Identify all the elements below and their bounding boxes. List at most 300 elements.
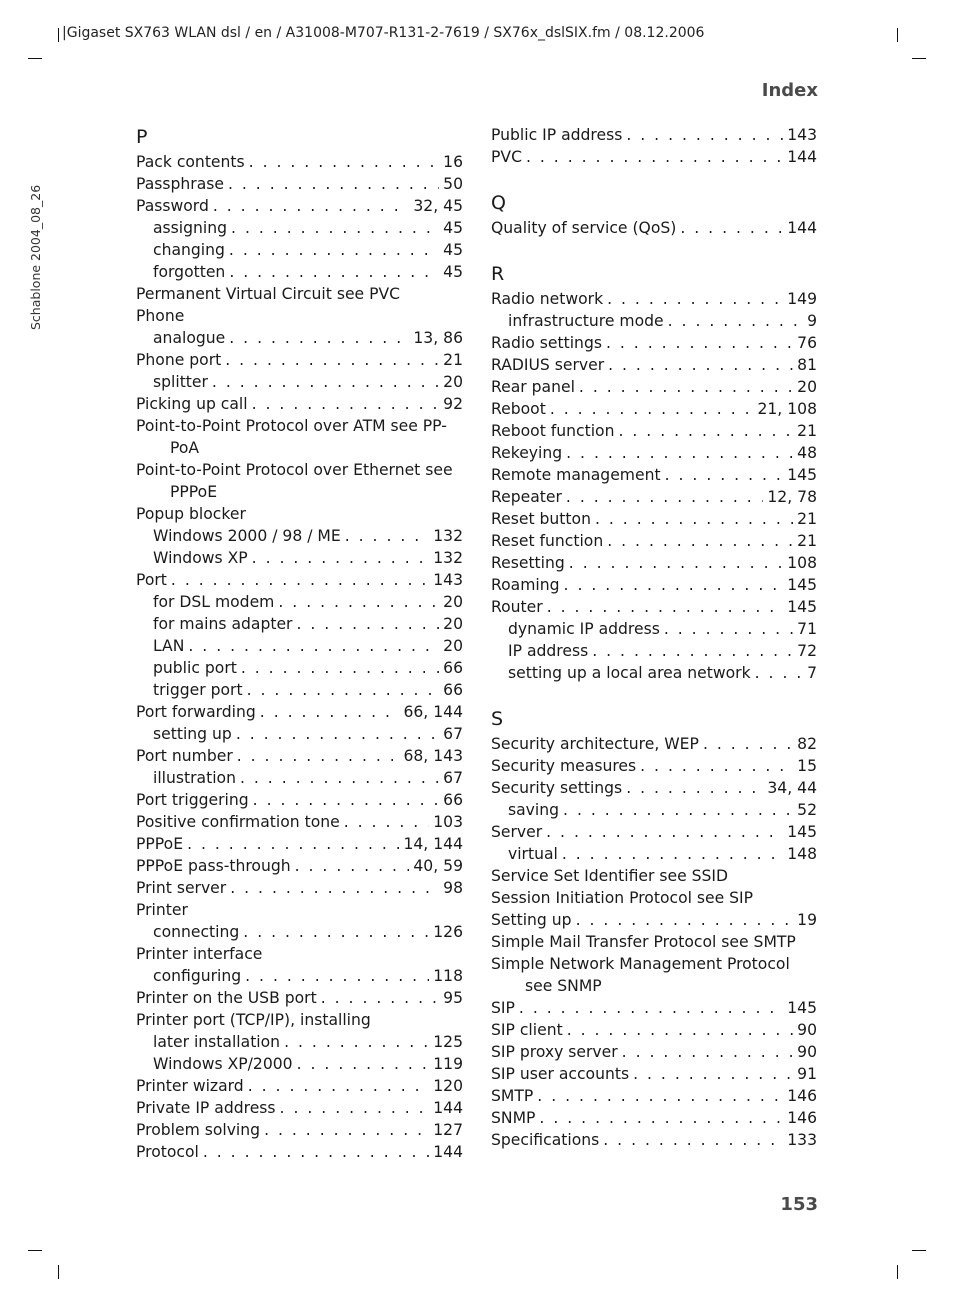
index-term: Public IP address bbox=[491, 126, 623, 144]
index-subentry bbox=[491, 843, 817, 865]
index-entry bbox=[491, 464, 817, 486]
index-entry bbox=[491, 217, 817, 239]
index-entry bbox=[491, 146, 817, 168]
page-reference: 9 bbox=[807, 312, 817, 330]
dot-leader bbox=[260, 701, 400, 723]
index-term: Remote management bbox=[491, 466, 661, 484]
dot-leader bbox=[253, 789, 440, 811]
index-term: Problem solving bbox=[136, 1121, 261, 1139]
dot-leader bbox=[245, 965, 429, 987]
page-reference: 148 bbox=[787, 845, 817, 863]
index-entry bbox=[136, 855, 463, 877]
index-entry bbox=[491, 574, 817, 596]
document-header: |Gigaset SX763 WLAN dsl / en / A31008-M707-R131-2-7619 / SX76x_dslSIX.fm / 08.12.2006 bbox=[62, 25, 705, 41]
dot-leader bbox=[297, 1053, 430, 1075]
index-term: Security measures bbox=[491, 757, 637, 775]
index-term: Radio network bbox=[491, 290, 604, 308]
index-entry-reference: Point-to-Point Protocol over ATM see PP- bbox=[136, 417, 447, 435]
index-subentry bbox=[491, 662, 817, 684]
section-spacer bbox=[491, 168, 817, 190]
index-entry-reference: Session Initiation Protocol see SIP bbox=[491, 889, 754, 907]
index-term: Repeater bbox=[491, 488, 562, 506]
dot-leader bbox=[562, 843, 783, 865]
dot-leader bbox=[640, 755, 793, 777]
index-term: Printer wizard bbox=[136, 1077, 244, 1095]
index-term: public port bbox=[153, 659, 237, 677]
index-subentry bbox=[136, 327, 463, 349]
crop-mark bbox=[897, 28, 898, 42]
page-reference: 13, 86 bbox=[413, 329, 463, 347]
index-term: IP address bbox=[508, 642, 589, 660]
dot-leader bbox=[230, 877, 439, 899]
dot-leader bbox=[203, 1141, 429, 1163]
crop-mark bbox=[58, 28, 59, 42]
dot-leader bbox=[633, 1063, 793, 1085]
index-entry bbox=[136, 151, 463, 173]
crop-mark bbox=[912, 58, 926, 59]
index-entry bbox=[491, 376, 817, 398]
index-entry-reference: Printer port (TCP/IP), installing bbox=[136, 1011, 371, 1029]
index-subentry bbox=[136, 591, 463, 613]
page-reference: 90 bbox=[797, 1021, 817, 1039]
page-reference: 126 bbox=[433, 923, 463, 941]
index-entry-reference: Simple Mail Transfer Protocol see SMTP bbox=[491, 933, 796, 951]
index-term: Printer on the USB port bbox=[136, 989, 317, 1007]
page-reference: 144 bbox=[787, 219, 817, 237]
index-term: Private IP address bbox=[136, 1099, 276, 1117]
index-subentry bbox=[136, 239, 463, 261]
index-entry-continuation: PPPoE bbox=[170, 483, 218, 501]
page-reference: 144 bbox=[433, 1143, 463, 1161]
dot-leader bbox=[606, 332, 793, 354]
crop-mark bbox=[897, 1265, 898, 1279]
index-entry-reference: Printer interface bbox=[136, 945, 263, 963]
dot-leader bbox=[252, 393, 440, 415]
index-term: LAN bbox=[153, 637, 185, 655]
index-entry bbox=[136, 1141, 463, 1163]
index-term: setting up bbox=[153, 725, 232, 743]
page-reference: 16 bbox=[443, 153, 463, 171]
dot-leader bbox=[252, 547, 430, 569]
dot-leader bbox=[563, 799, 793, 821]
index-entry bbox=[491, 508, 817, 530]
page-reference: 20 bbox=[443, 373, 463, 391]
index-term: Reset function bbox=[491, 532, 604, 550]
dot-leader bbox=[546, 821, 783, 843]
index-entry-reference: Phone bbox=[136, 307, 185, 325]
dot-leader bbox=[569, 552, 783, 574]
index-term: Specifications bbox=[491, 1131, 600, 1149]
index-term: setting up a local area network bbox=[508, 664, 751, 682]
index-term: Port forwarding bbox=[136, 703, 256, 721]
dot-leader bbox=[608, 354, 793, 376]
index-subentry bbox=[136, 965, 463, 987]
page-reference: 20 bbox=[443, 637, 463, 655]
dot-leader bbox=[595, 508, 793, 530]
page-reference: 149 bbox=[787, 290, 817, 308]
dot-leader bbox=[171, 569, 429, 591]
page-reference: 118 bbox=[433, 967, 463, 985]
dot-leader bbox=[519, 997, 783, 1019]
index-subentry bbox=[136, 767, 463, 789]
index-letter-s: S bbox=[491, 708, 504, 730]
index-entry bbox=[491, 486, 817, 508]
index-term: PPPoE pass-through bbox=[136, 857, 291, 875]
dot-leader bbox=[321, 987, 439, 1009]
dot-leader bbox=[229, 327, 409, 349]
page-reference: 67 bbox=[443, 725, 463, 743]
index-term: infrastructure mode bbox=[508, 312, 664, 330]
index-term: Security architecture, WEP bbox=[491, 735, 699, 753]
index-entry bbox=[491, 332, 817, 354]
page-reference: 82 bbox=[797, 735, 817, 753]
index-subentry bbox=[491, 618, 817, 640]
index-term: Protocol bbox=[136, 1143, 199, 1161]
page-reference: 21, 108 bbox=[757, 400, 817, 418]
page-reference: 127 bbox=[433, 1121, 463, 1139]
index-term: Security settings bbox=[491, 779, 623, 797]
index-term: Resetting bbox=[491, 554, 565, 572]
page-reference: 143 bbox=[433, 571, 463, 589]
index-entry bbox=[491, 442, 817, 464]
index-column-right bbox=[491, 124, 817, 1151]
index-entry bbox=[136, 811, 463, 833]
page-reference: 21 bbox=[797, 422, 817, 440]
dot-leader bbox=[229, 239, 439, 261]
page-reference: 52 bbox=[797, 801, 817, 819]
page-reference: 66, 144 bbox=[403, 703, 463, 721]
dot-leader bbox=[550, 398, 754, 420]
page-number: 153 bbox=[780, 1194, 818, 1215]
index-term: changing bbox=[153, 241, 225, 259]
index-term: Server bbox=[491, 823, 543, 841]
index-entry bbox=[491, 596, 817, 618]
page-reference: 12, 78 bbox=[767, 488, 817, 506]
index-subentry bbox=[136, 657, 463, 679]
index-term: splitter bbox=[153, 373, 208, 391]
page-reference: 66 bbox=[443, 681, 463, 699]
index-term: Password bbox=[136, 197, 209, 215]
index-term: Windows 2000 / 98 / ME bbox=[153, 527, 341, 545]
index-subentry bbox=[491, 310, 817, 332]
page-reference: 146 bbox=[787, 1087, 817, 1105]
index-entry-continuation: see SNMP bbox=[525, 977, 602, 995]
dot-leader bbox=[576, 909, 794, 931]
index-entry bbox=[491, 1107, 817, 1129]
dot-leader bbox=[668, 310, 803, 332]
page-reference: 40, 59 bbox=[413, 857, 463, 875]
dot-leader bbox=[618, 420, 793, 442]
dot-leader bbox=[579, 376, 793, 398]
index-entry bbox=[491, 909, 817, 931]
index-term: Picking up call bbox=[136, 395, 248, 413]
dot-leader bbox=[284, 1031, 429, 1053]
page-reference: 145 bbox=[787, 823, 817, 841]
page-reference: 103 bbox=[433, 813, 463, 831]
index-entry-reference: Permanent Virtual Circuit see PVC bbox=[136, 285, 401, 303]
index-term: SIP user accounts bbox=[491, 1065, 630, 1083]
index-term: PPPoE bbox=[136, 835, 184, 853]
index-term: connecting bbox=[153, 923, 240, 941]
index-term: Rekeying bbox=[491, 444, 563, 462]
page-reference: 68, 143 bbox=[403, 747, 463, 765]
index-subentry bbox=[136, 921, 463, 943]
dot-leader bbox=[603, 1129, 783, 1151]
page-reference: 108 bbox=[787, 554, 817, 572]
index-term: saving bbox=[508, 801, 560, 819]
dot-leader bbox=[264, 1119, 429, 1141]
dot-leader bbox=[537, 1085, 783, 1107]
page-reference: 20 bbox=[443, 593, 463, 611]
index-subentry bbox=[491, 640, 817, 662]
section-spacer bbox=[491, 239, 817, 261]
index-entry bbox=[136, 569, 463, 591]
dot-leader bbox=[626, 124, 783, 146]
dot-leader bbox=[680, 217, 783, 239]
page-reference: 21 bbox=[797, 510, 817, 528]
index-entry bbox=[136, 173, 463, 195]
page-reference: 20 bbox=[443, 615, 463, 633]
index-term: SNMP bbox=[491, 1109, 536, 1127]
dot-leader bbox=[231, 217, 439, 239]
page-reference: 145 bbox=[787, 999, 817, 1017]
index-entry-reference: Printer bbox=[136, 901, 188, 919]
dot-leader bbox=[564, 574, 784, 596]
index-entry bbox=[136, 789, 463, 811]
page-reference: 32, 45 bbox=[413, 197, 463, 215]
dot-leader bbox=[526, 146, 783, 168]
dot-leader bbox=[237, 745, 400, 767]
index-entry bbox=[491, 755, 817, 777]
dot-leader bbox=[664, 618, 793, 640]
index-entry bbox=[491, 1041, 817, 1063]
index-term: SIP proxy server bbox=[491, 1043, 618, 1061]
index-entry bbox=[136, 195, 463, 217]
index-term: dynamic IP address bbox=[508, 620, 660, 638]
index-term: PVC bbox=[491, 148, 522, 166]
dot-leader bbox=[539, 1107, 783, 1129]
index-term: Roaming bbox=[491, 576, 560, 594]
page-reference: 132 bbox=[433, 549, 463, 567]
index-entry bbox=[136, 1075, 463, 1097]
page-reference: 66 bbox=[443, 791, 463, 809]
page-reference: 145 bbox=[787, 466, 817, 484]
page-reference: 133 bbox=[787, 1131, 817, 1149]
index-subentry bbox=[136, 261, 463, 283]
page-reference: 21 bbox=[443, 351, 463, 369]
index-entry bbox=[136, 1119, 463, 1141]
index-entry bbox=[136, 833, 463, 855]
index-subentry bbox=[136, 547, 463, 569]
index-term: Reboot bbox=[491, 400, 546, 418]
index-entry bbox=[136, 877, 463, 899]
page-reference: 145 bbox=[787, 598, 817, 616]
dot-leader bbox=[547, 596, 784, 618]
page-reference: 21 bbox=[797, 532, 817, 550]
index-term: Reset button bbox=[491, 510, 591, 528]
dot-leader bbox=[188, 635, 439, 657]
dot-leader bbox=[607, 288, 783, 310]
index-entry-reference: Simple Network Management Protocol bbox=[491, 955, 790, 973]
index-term: later installation bbox=[153, 1033, 281, 1051]
index-term: Windows XP bbox=[153, 549, 248, 567]
page-reference: 120 bbox=[433, 1077, 463, 1095]
index-term: illustration bbox=[153, 769, 236, 787]
index-entry bbox=[136, 349, 463, 371]
index-entry-reference: Point-to-Point Protocol over Ethernet see bbox=[136, 461, 453, 479]
page-reference: 98 bbox=[443, 879, 463, 897]
dot-leader bbox=[236, 723, 439, 745]
page-reference: 66 bbox=[443, 659, 463, 677]
index-term: Radio settings bbox=[491, 334, 602, 352]
index-entry bbox=[491, 1129, 817, 1151]
index-entry bbox=[491, 997, 817, 1019]
index-term: virtual bbox=[508, 845, 558, 863]
dot-leader bbox=[240, 767, 439, 789]
page-reference: 125 bbox=[433, 1033, 463, 1051]
index-term: Print server bbox=[136, 879, 227, 897]
dot-leader bbox=[295, 855, 410, 877]
index-letter-q: Q bbox=[491, 192, 506, 214]
index-term: forgotten bbox=[153, 263, 226, 281]
page-reference: 143 bbox=[787, 126, 817, 144]
page-reference: 7 bbox=[807, 664, 817, 682]
page-reference: 119 bbox=[433, 1055, 463, 1073]
section-title: Index bbox=[761, 80, 818, 101]
page-reference: 72 bbox=[797, 642, 817, 660]
page-reference: 67 bbox=[443, 769, 463, 787]
dot-leader bbox=[249, 151, 440, 173]
page-reference: 145 bbox=[787, 576, 817, 594]
index-entry bbox=[136, 745, 463, 767]
index-entry bbox=[491, 733, 817, 755]
dot-leader bbox=[626, 777, 763, 799]
page-reference: 45 bbox=[443, 241, 463, 259]
index-entry bbox=[491, 552, 817, 574]
page-reference: 92 bbox=[443, 395, 463, 413]
index-letter-r: R bbox=[491, 263, 505, 285]
dot-leader bbox=[296, 613, 439, 635]
index-term: Phone port bbox=[136, 351, 222, 369]
index-term: Port number bbox=[136, 747, 233, 765]
index-subentry bbox=[136, 1031, 463, 1053]
index-entry bbox=[491, 288, 817, 310]
index-entry bbox=[491, 821, 817, 843]
dot-leader bbox=[566, 486, 763, 508]
index-term: for mains adapter bbox=[153, 615, 293, 633]
crop-mark bbox=[912, 1250, 926, 1251]
page-reference: 132 bbox=[433, 527, 463, 545]
dot-leader bbox=[248, 1075, 430, 1097]
dot-leader bbox=[212, 371, 439, 393]
index-term: Positive confirmation tone bbox=[136, 813, 340, 831]
dot-leader bbox=[243, 921, 429, 943]
page-reference: 91 bbox=[797, 1065, 817, 1083]
page-reference: 50 bbox=[443, 175, 463, 193]
index-entry-reference: Service Set Identifier see SSID bbox=[491, 867, 729, 885]
index-term: Setting up bbox=[491, 911, 572, 929]
index-term: analogue bbox=[153, 329, 226, 347]
crop-mark bbox=[58, 1265, 59, 1279]
dot-leader bbox=[345, 525, 430, 547]
index-subentry bbox=[491, 799, 817, 821]
dot-leader bbox=[592, 640, 793, 662]
index-subentry bbox=[136, 635, 463, 657]
index-subentry bbox=[136, 613, 463, 635]
index-entry bbox=[491, 777, 817, 799]
dot-leader bbox=[703, 733, 793, 755]
page-reference: 20 bbox=[797, 378, 817, 396]
index-entry bbox=[136, 1097, 463, 1119]
dot-leader bbox=[607, 530, 793, 552]
index-entry bbox=[491, 530, 817, 552]
page-reference: 144 bbox=[787, 148, 817, 166]
dot-leader bbox=[566, 442, 793, 464]
page-reference: 90 bbox=[797, 1043, 817, 1061]
index-term: Windows XP/2000 bbox=[153, 1055, 293, 1073]
index-term: Router bbox=[491, 598, 543, 616]
index-letter-p: P bbox=[136, 126, 148, 148]
dot-leader bbox=[755, 662, 803, 684]
page-reference: 146 bbox=[787, 1109, 817, 1127]
index-subentry bbox=[136, 723, 463, 745]
index-entry bbox=[136, 987, 463, 1009]
index-entry bbox=[491, 354, 817, 376]
index-entry bbox=[491, 124, 817, 146]
page-reference: 19 bbox=[797, 911, 817, 929]
index-term: Quality of service (QoS) bbox=[491, 219, 677, 237]
index-term: SMTP bbox=[491, 1087, 534, 1105]
dot-leader bbox=[229, 261, 439, 283]
dot-leader bbox=[344, 811, 430, 833]
page-reference: 81 bbox=[797, 356, 817, 374]
page-reference: 14, 144 bbox=[403, 835, 463, 853]
section-spacer bbox=[491, 684, 817, 706]
page-reference: 34, 44 bbox=[767, 779, 817, 797]
index-term: Pack contents bbox=[136, 153, 245, 171]
index-entry bbox=[491, 1085, 817, 1107]
index-entry bbox=[491, 398, 817, 420]
index-entry bbox=[491, 1019, 817, 1041]
dot-leader bbox=[213, 195, 410, 217]
dot-leader bbox=[278, 591, 439, 613]
index-subentry bbox=[136, 679, 463, 701]
page-reference: 45 bbox=[443, 263, 463, 281]
dot-leader bbox=[665, 464, 784, 486]
index-entry bbox=[491, 1063, 817, 1085]
page-reference: 95 bbox=[443, 989, 463, 1007]
index-entry bbox=[136, 701, 463, 723]
index-term: Port bbox=[136, 571, 167, 589]
dot-leader bbox=[228, 173, 439, 195]
page-reference: 144 bbox=[433, 1099, 463, 1117]
index-entry-reference: Popup blocker bbox=[136, 505, 246, 523]
template-label: Schablone 2004_08_26 bbox=[28, 184, 43, 330]
index-term: assigning bbox=[153, 219, 228, 237]
dot-leader bbox=[280, 1097, 430, 1119]
index-term: RADIUS server bbox=[491, 356, 605, 374]
index-term: Rear panel bbox=[491, 378, 575, 396]
index-term: trigger port bbox=[153, 681, 243, 699]
index-term: SIP bbox=[491, 999, 515, 1017]
index-entry-continuation: PoA bbox=[170, 439, 200, 457]
dot-leader bbox=[187, 833, 399, 855]
page-reference: 71 bbox=[797, 620, 817, 638]
page-reference: 76 bbox=[797, 334, 817, 352]
crop-mark bbox=[28, 58, 42, 59]
index-subentry bbox=[136, 371, 463, 393]
index-subentry bbox=[136, 217, 463, 239]
